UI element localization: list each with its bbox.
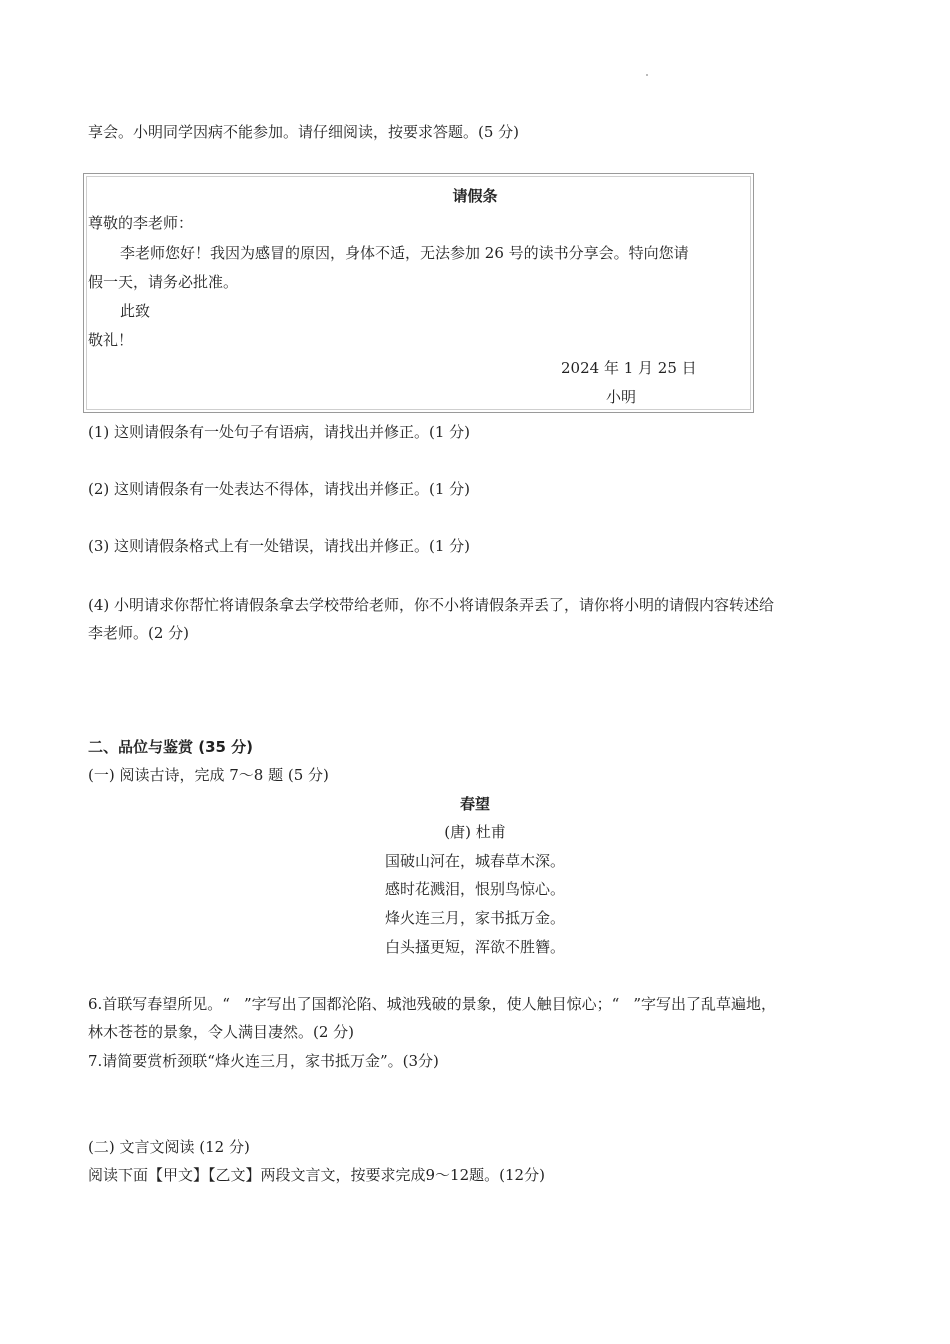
question-7: 7.请简要赏析颈联“烽火连三月，家书抵万金”。(3分) [88,1052,439,1070]
note-closing2: 敬礼！ [88,331,134,349]
subsection-poem-heading: (一) 阅读古诗，完成 7～8 题 (5 分) [88,766,329,784]
question-1: (1) 这则请假条有一处句子有语病，请找出并修正。(1 分) [88,423,471,441]
question-6-part-c: ”字写出了乱草遍地， [633,995,776,1013]
note-title: 请假条 [452,187,498,205]
question-3: (3) 这则请假条格式上有一处错误，请找出并修正。(1 分) [88,537,471,555]
poem-line-4: 白头搔更短，浑欲不胜簪。 [384,938,565,956]
note-date: 2024 年 1 月 25 日 [561,359,697,377]
question-6-part-a: 6.首联写春望所见。“ [88,995,230,1013]
question-2: (2) 这则请假条有一处表达不得体，请找出并修正。(1 分) [88,480,471,498]
question-4-line1: (4) 小明请求你帮忙将请假条拿去学校带给老师，你不小将请假条弄丢了，请你将小明的请假内容转述给 [88,596,775,614]
page-speck [646,74,648,76]
poem-title: 春望 [459,795,490,813]
note-signature: 小明 [606,388,637,406]
question-6-line2: 林木苍苍的景象，令人满目凄然。(2 分) [88,1023,355,1041]
question-6-line1 [88,994,776,1014]
note-body-line2: 假一天，请务必批准。 [88,273,239,291]
poem-line-3: 烽火连三月，家书抵万金。 [384,909,565,927]
note-closing1: 此致 [120,302,151,320]
poem-line-1: 国破山河在，城春草木深。 [384,852,565,870]
classical-instructions: 阅读下面【甲文】【乙文】两段文言文，按要求完成9～12题。(12分) [88,1166,545,1184]
intro-text: 享会。小明同学因病不能参加。请仔细阅读，按要求答题。(5 分) [88,123,520,141]
subsection-classical-heading: (二) 文言文阅读 (12 分) [88,1138,250,1156]
section-2-title: 二、品位与鉴赏 (35 分) [88,738,254,756]
question-6-part-b: ”字写出了国都沦陷、城池残破的景象，使人触目惊心；“ [243,995,620,1013]
question-4-line2: 李老师。(2 分) [88,624,190,642]
note-body-line1: 李老师您好！我因为感冒的原因，身体不适，无法参加 26 号的读书分享会。特向您请 [120,244,689,262]
poem-line-2: 感时花溅泪，恨别鸟惊心。 [384,880,565,898]
poem-author: (唐) 杜甫 [444,823,506,841]
note-salutation: 尊敬的李老师： [88,214,194,232]
